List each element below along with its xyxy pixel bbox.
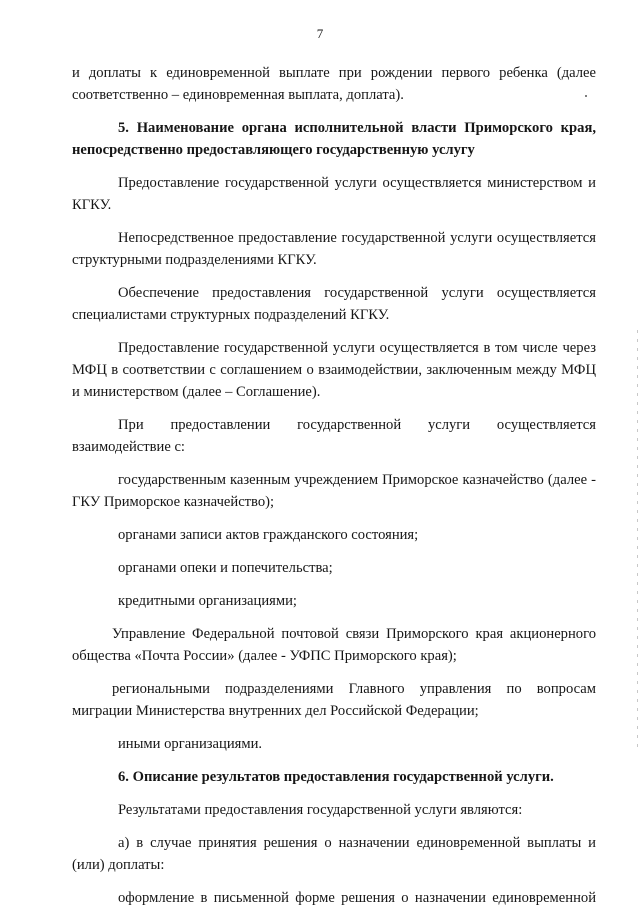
paragraph: При предоставлении государственной услуги осуществляется взаимодействие с:: [72, 417, 596, 455]
list-item: кредитными организациями;: [118, 593, 297, 609]
paragraph: Предоставление государственной услуги осуществляется в том числе через МФЦ в соответствии с соглашением о взаимодействии, заключенным между МФЦ и министерством (далее – Соглашение).: [72, 340, 596, 400]
scan-speck: [585, 95, 587, 97]
section-heading: 5. Наименование органа исполнительной власти Приморского края, непосредственно предоставляющего государственную услугу: [72, 120, 596, 158]
list-item: Управление Федеральной почтовой связи Приморского края акционерного общества «Почта России» (далее - УФПС Приморского края);: [72, 626, 596, 664]
list-item: органами опеки и попечительства;: [118, 560, 333, 576]
list-item: региональными подразделениями Главного управления по вопросам миграции Министерства внутренних дел Российской Федерации;: [72, 681, 596, 719]
paragraph: Обеспечение предоставления государственной услуги осуществляется специалистами структурных подразделений КГКУ.: [72, 285, 596, 323]
paragraph: Непосредственное предоставление государственной услуги осуществляется структурными подразделениями КГКУ.: [72, 230, 596, 268]
paragraph: и доплаты к единовременной выплате при рождении первого ребенка (далее соответственно – единовременная выплата, доплата).: [72, 65, 596, 103]
list-item: государственным казенным учреждением Приморское казначейство (далее - ГКУ Приморское казначейство);: [72, 472, 596, 510]
document-body: [72, 62, 596, 920]
paragraph: Результатами предоставления государственной услуги являются:: [118, 802, 523, 818]
paragraph: оформление в письменной форме решения о назначении единовременной: [118, 890, 596, 906]
paragraph: а) в случае принятия решения о назначении единовременной выплаты и (или) доплаты:: [72, 835, 596, 873]
section-heading: 6. Описание результатов предоставления государственной услуги.: [118, 769, 554, 785]
list-item: органами записи актов гражданского состояния;: [118, 527, 419, 543]
scan-edge-line: [637, 330, 638, 750]
paragraph: Предоставление государственной услуги осуществляется министерством и КГКУ.: [72, 175, 596, 213]
page-number: 7: [316, 26, 324, 41]
list-item: иными организациями.: [118, 736, 263, 752]
